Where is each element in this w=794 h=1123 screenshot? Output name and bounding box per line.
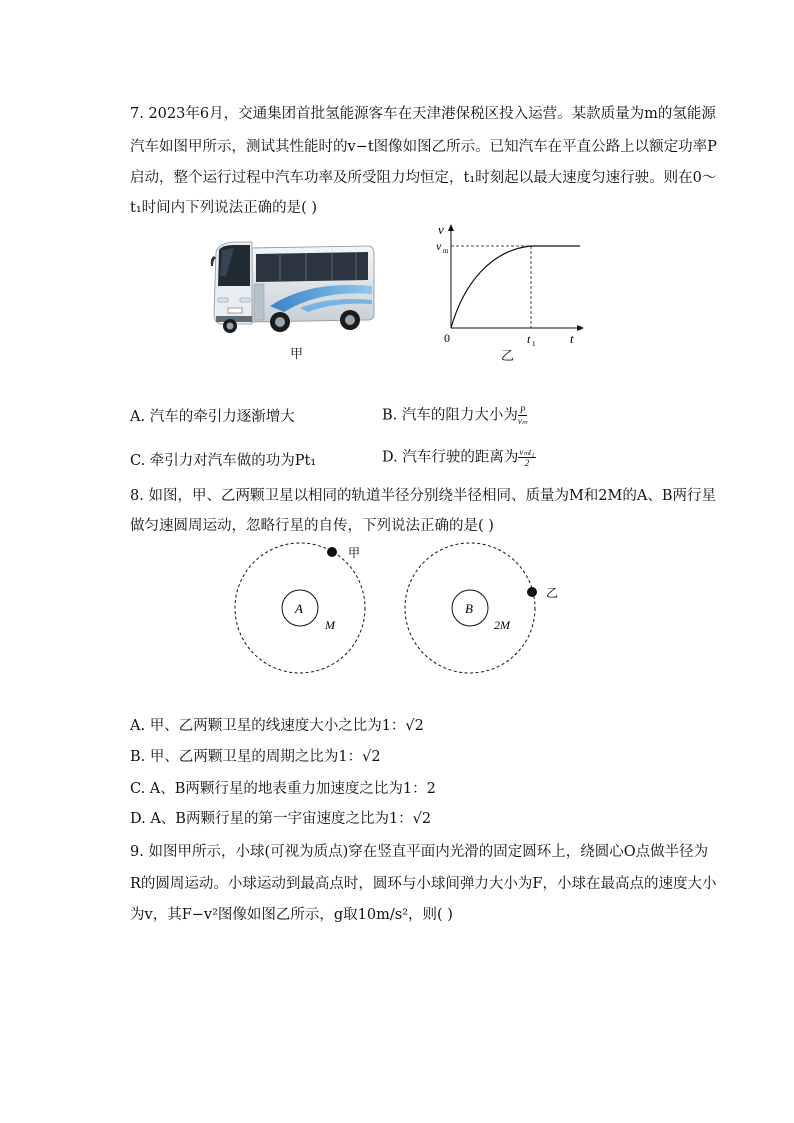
q7-option-b-denominator: vₘ: [517, 416, 528, 426]
vt-t1-label: t: [527, 332, 531, 346]
orbit-diagram: [224, 540, 584, 680]
vt-t1-sub: 1: [532, 340, 536, 348]
q8-option-a: A. 甲、乙两颗卫星的线速度大小之比为1：√2: [130, 718, 424, 734]
satellite-yi-label: 乙: [546, 586, 559, 600]
vt-curve: [451, 246, 580, 328]
q7-line-2: 汽车如图甲所示，测试其性能时的v−t图像如图乙所示。已知汽车在平直公路上以额定功率P: [130, 139, 717, 155]
vt-graph: [432, 222, 592, 350]
q7-option-a: A. 汽车的牵引力逐渐增大: [130, 409, 295, 425]
q8-option-b: B. 甲、乙两颗卫星的周期之比为1：√2: [130, 749, 381, 765]
satellite-jia: [327, 547, 337, 557]
planet-b-mass: 2M: [494, 618, 510, 632]
q7-option-d-text: D. 汽车行驶的距离为: [382, 449, 519, 466]
q7-option-d-denominator: 2: [524, 458, 530, 468]
planet-b-label: B: [465, 601, 473, 616]
q7-line-4: t₁时间内下列说法正确的是( ): [130, 200, 318, 216]
q7-option-b-numerator: P: [518, 405, 528, 416]
q8-option-d: D. A、B两颗行星的第一宇宙速度之比为1：√2: [130, 811, 432, 827]
vt-vm-label: v: [436, 239, 442, 253]
bus-figure: [210, 236, 378, 336]
q9-line-1: 9. 如图甲所示，小球(可视为质点)穿在竖直平面内光滑的固定圆环上，绕圆心O点做半径为: [130, 844, 709, 860]
vt-vm-sub: m: [443, 247, 449, 255]
planet-a-mass: M: [325, 618, 335, 632]
q7-option-d-fraction: [518, 447, 535, 468]
q9-line-3: 为v，其F−v²图像如图乙所示，g取10m/s²，则( ): [130, 907, 453, 923]
satellite-jia-label: 甲: [348, 546, 361, 560]
q7-line-3: 启动，整个运行过程中汽车功率及所受阻力均恒定，t₁时刻起以最大速度匀速行驶。则在0～: [130, 170, 717, 186]
vt-v-label: v: [438, 222, 444, 237]
q7-option-d-numerator: vₘt₁: [519, 447, 535, 457]
q7-option-b-text: B. 汽车的阻力大小为: [382, 407, 518, 424]
satellite-yi: [527, 587, 537, 597]
q7-option-b-fraction: [518, 405, 528, 426]
q7-line-1: 7. 2023年6月，交通集团首批氢能源客车在天津港保税区投入运营。某款质量为m的氢能源: [130, 106, 716, 122]
fig-yi-label: 乙: [501, 349, 515, 364]
q8-line-1: 8. 如图，甲、乙两颗卫星以相同的轨道半径分别绕半径相同、质量为M和2M的A、B两行星: [130, 488, 716, 504]
q9-line-2: R的圆周运动。小球运动到最高点时，圆环与小球间弹力大小为F，小球在最高点的速度大小: [130, 876, 717, 892]
q7-option-b: [382, 405, 527, 426]
fig-jia-label: 甲: [290, 347, 304, 362]
vt-origin-label: 0: [444, 331, 450, 345]
q7-option-d: [382, 447, 536, 468]
q7-option-c: C. 牵引力对汽车做的功为Pt₁: [130, 453, 317, 469]
planet-a-label: A: [295, 601, 303, 616]
q8-line-2: 做匀速圆周运动，忽略行星的自传，下列说法正确的是( ): [130, 518, 494, 534]
q8-option-c: C. A、B两颗行星的地表重力加速度之比为1：2: [130, 781, 436, 797]
vt-t-label: t: [570, 331, 574, 346]
